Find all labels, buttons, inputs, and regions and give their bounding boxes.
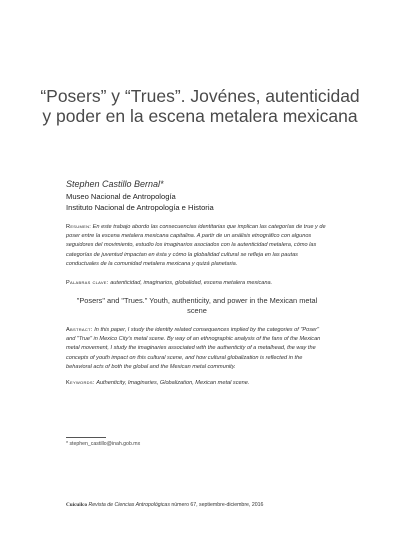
keywords-spanish bbox=[66, 280, 328, 286]
keywords-english-label: Keywords: bbox=[66, 380, 95, 386]
footnote-email: * stephen_castillo@inah.gob.mx bbox=[66, 441, 141, 447]
article-title-spanish: “Posers” y “Trues”. Jovénes, autenticidad y poder en la escena metalera mexicana bbox=[40, 86, 360, 126]
keywords-spanish-label: Palabras clave: bbox=[66, 280, 109, 286]
page-footer bbox=[66, 502, 326, 508]
footer-journal-name: Cuicuilco bbox=[66, 502, 88, 508]
keywords-spanish-text: autenticidad, imaginarios, globalidad, escena metalera mexicana. bbox=[110, 280, 273, 286]
author-affiliation-institute: Instituto Nacional de Antropología e Historia bbox=[66, 203, 214, 212]
footnote-divider bbox=[66, 437, 106, 438]
keywords-english bbox=[66, 380, 328, 386]
author-name: Stephen Castillo Bernal* bbox=[66, 179, 164, 189]
abstract-english-label: Abstract: bbox=[66, 327, 93, 333]
footer-issue: número 67, septiembre-diciembre, 2016 bbox=[171, 502, 264, 508]
article-title-english: "Posers" and "Trues." Youth, authenticity, and power in the Mexican metal scene bbox=[76, 296, 318, 315]
keywords-english-text: Authenticity, Imaginaries, Globalization, Mexican metal scene. bbox=[96, 380, 250, 386]
footer-journal-subtitle: Revista de Ciencias Antropológicas bbox=[88, 502, 170, 508]
abstract-spanish bbox=[66, 223, 328, 269]
abstract-english bbox=[66, 326, 328, 372]
author-affiliation-museum: Museo Nacional de Antropología bbox=[66, 192, 176, 201]
abstract-spanish-label: Resumen: bbox=[66, 224, 92, 230]
abstract-english-text: In this paper, I study the identity related consequences implied by the categories of "Poser" and "True" in Mexico City's metal scene. By way of an ethnographic analysis of the fans of the Mexican metal movement, I study the imaginaries associated with the authenticity of a metalhead, the way the concepts of youth impact on this cultural scene, and how cultural globalization is reflected in the behavioral acts of both the global and the Mexican metal community. bbox=[66, 327, 321, 370]
abstract-spanish-text: En este trabajo abordo las consecuencias identitarias que implican las categorías de true y de poser entre la escena metalera mexicana capitalina. A partir de un análisis etnográfico con algunos seguidores del movimiento, estudio los imaginarios asociados con la autenticidad metalera, cómo las categorías de juventud impactan en ésta y cómo la globalidad cultural se refleja en las pautas conductuales de la comunidad metalera mexicana y quizá planetaria. bbox=[66, 224, 326, 267]
